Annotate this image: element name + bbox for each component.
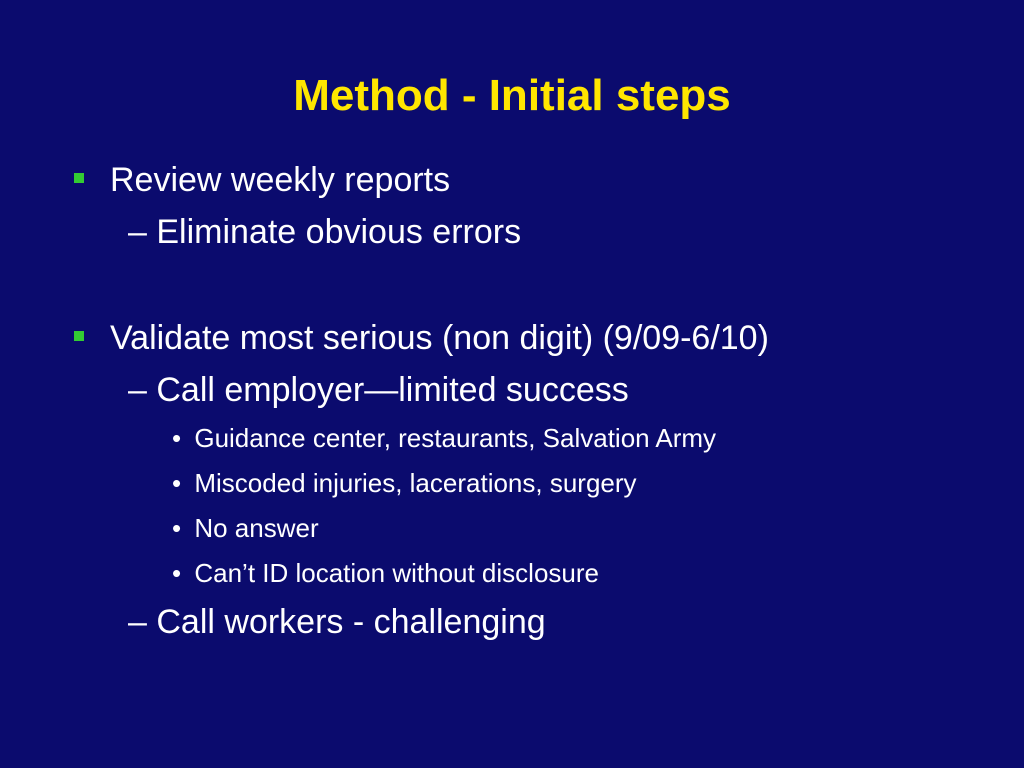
sub-sub-bullet-3-text: No answer [194, 513, 319, 543]
dot-marker: • [172, 423, 182, 453]
bullet-1-text: Review weekly reports [110, 161, 451, 199]
dash-marker: – [128, 603, 147, 641]
sub-sub-bullet-4 [172, 557, 599, 589]
sub-bullet-1-1-text: Eliminate obvious errors [156, 213, 522, 251]
slide-title: Method - Initial steps [293, 71, 731, 120]
dot-marker: • [172, 558, 182, 588]
sub-sub-bullet-2-text: Miscoded injuries, lacerations, surgery [194, 468, 637, 498]
dot-marker: • [172, 513, 182, 543]
green-square-bullet-icon [74, 331, 84, 341]
green-square-bullet-icon [74, 173, 84, 183]
sub-bullet-1-1 [128, 212, 521, 252]
dot-marker: • [172, 468, 182, 498]
sub-sub-bullet-2 [172, 467, 637, 499]
sub-sub-bullet-3 [172, 512, 319, 544]
sub-bullet-2-1 [128, 370, 629, 410]
sub-sub-bullet-4-text: Can’t ID location without disclosure [194, 558, 599, 588]
sub-bullet-2-2 [128, 602, 546, 642]
dash-marker: – [128, 371, 147, 409]
sub-sub-bullet-1-text: Guidance center, restaurants, Salvation Army [194, 423, 717, 453]
sub-bullet-2-1-text: Call employer—limited success [156, 371, 629, 409]
dash-marker: – [128, 213, 147, 251]
bullet-2-text: Validate most serious (non digit) (9/09-6/10) [110, 319, 769, 357]
sub-sub-bullet-1 [172, 422, 716, 454]
sub-bullet-2-2-text: Call workers - challenging [156, 603, 546, 641]
